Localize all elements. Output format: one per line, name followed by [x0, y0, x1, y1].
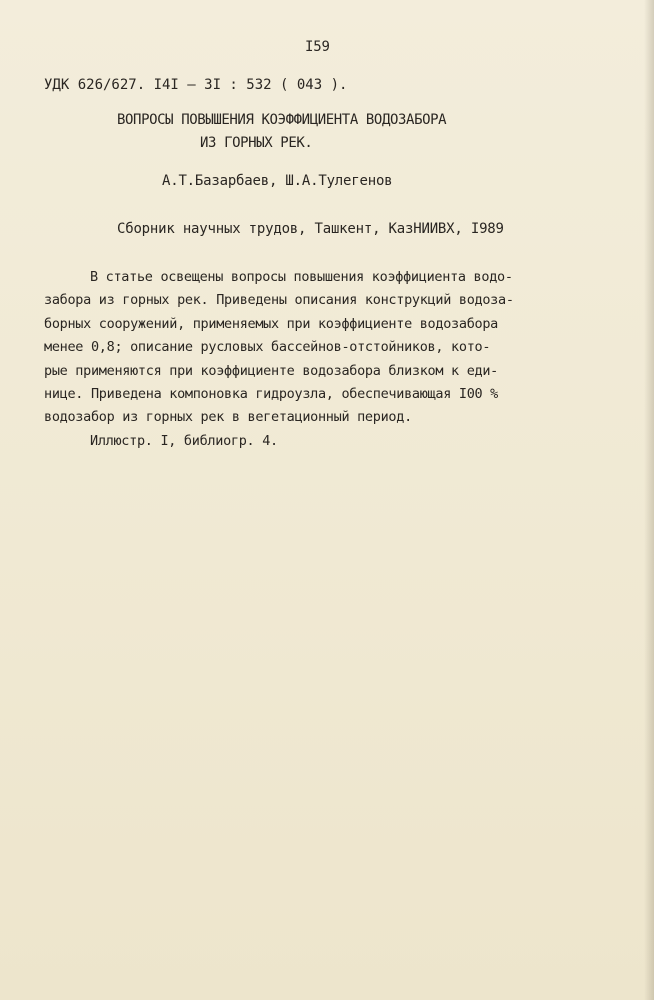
- publication-source: Сборник научных трудов, Ташкент, КазНИИВХ, I989: [117, 221, 504, 237]
- abstract-line: борных сооружений, применяемых при коэффициенте водозабора: [44, 315, 499, 332]
- udc-code: УДК 626/627. I4I – 3I : 532 ( 043 ).: [44, 77, 348, 93]
- abstract-line: забора из горных рек. Приведены описания конструкций водоза-: [44, 292, 514, 309]
- authors: А.Т.Базарбаев, Ш.А.Тулегенов: [162, 173, 393, 189]
- article-title-line-1: ВОПРОСЫ ПОВЫШЕНИЯ КОЭФФИЦИЕНТА ВОДОЗАБОРА: [117, 112, 447, 128]
- page-edge-shadow: [644, 0, 654, 1000]
- page-number: I59: [305, 39, 330, 55]
- abstract-line: нице. Приведена компоновка гидроузла, обеспечивающая I00 %: [44, 386, 499, 403]
- abstract-line: В статье освещены вопросы повышения коэффициента водо-: [90, 269, 513, 285]
- illustrations-bibliography: Иллюстр. I, библиогр. 4.: [90, 432, 278, 449]
- abstract-line: рые применяются при коэффициенте водозабора близком к еди-: [44, 362, 499, 379]
- abstract: [44, 266, 604, 453]
- abstract-line: водозабор из горных рек в вегетационный период.: [44, 409, 412, 426]
- abstract-line: менее 0,8; описание русловых бассейнов-отстойников, кото-: [44, 339, 491, 356]
- article-title-line-2: ИЗ ГОРНЫХ РЕК.: [200, 135, 313, 151]
